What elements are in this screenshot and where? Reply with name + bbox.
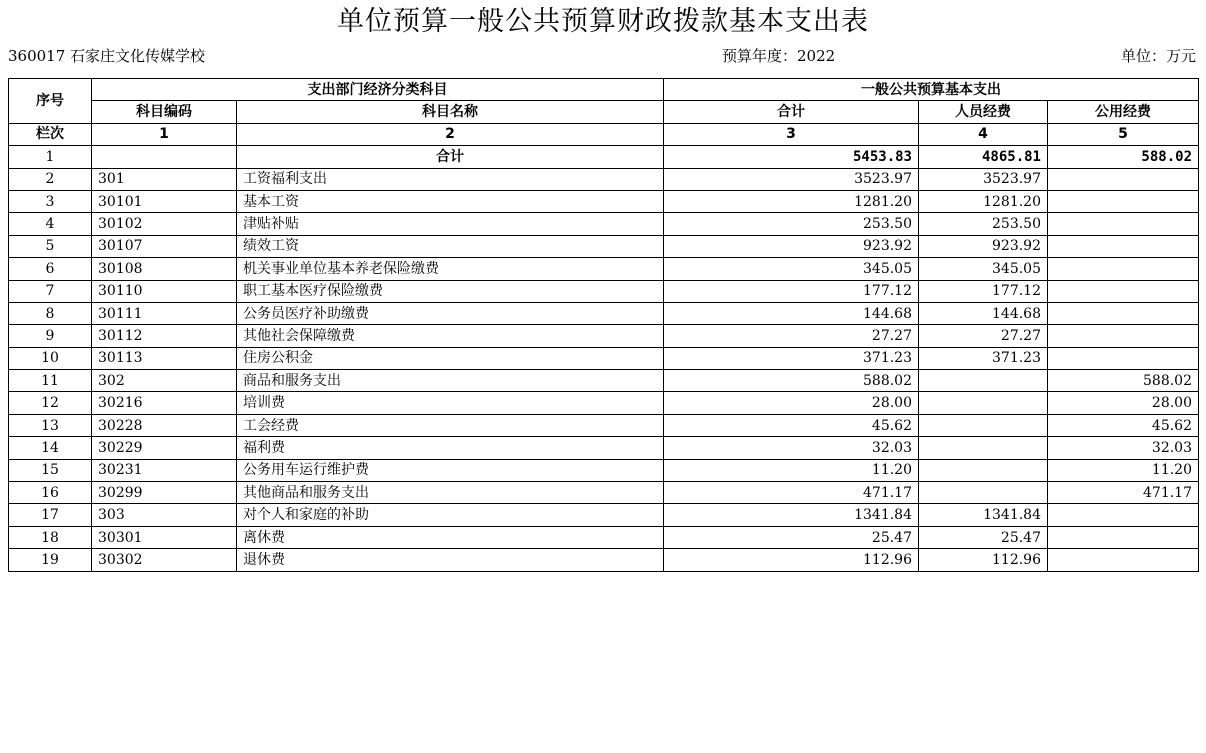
cell-no: 4 — [9, 213, 92, 235]
cell-name: 工资福利支出 — [237, 168, 664, 190]
table-row — [9, 213, 1199, 235]
cell-public: 11.20 — [1048, 459, 1199, 481]
cell-no: 1 — [9, 146, 92, 168]
cell-public: 588.02 — [1048, 146, 1199, 168]
cell-personnel — [919, 392, 1048, 414]
header-total: 合计 — [664, 101, 919, 123]
cell-public: 45.62 — [1048, 414, 1199, 436]
header-row-columns — [9, 101, 1199, 123]
cell-personnel: 4865.81 — [919, 146, 1048, 168]
cell-public — [1048, 526, 1199, 548]
currency-unit: 单位：万元 — [1120, 47, 1196, 65]
cell-public — [1048, 504, 1199, 526]
cell-total: 27.27 — [664, 325, 919, 347]
cell-total: 144.68 — [664, 302, 919, 324]
cell-code: 301 — [92, 168, 237, 190]
total-row — [9, 146, 1199, 168]
cell-personnel — [919, 414, 1048, 436]
cell-code: 30112 — [92, 325, 237, 347]
cell-public — [1048, 549, 1199, 571]
unit-name: 360017 石家庄文化传媒学校 — [8, 47, 206, 65]
header-personnel: 人员经费 — [919, 101, 1048, 123]
cell-name: 津贴补贴 — [237, 213, 664, 235]
cell-personnel: 1281.20 — [919, 190, 1048, 212]
cell-code: 30110 — [92, 280, 237, 302]
cell-no: 8 — [9, 302, 92, 324]
table-row — [9, 549, 1199, 571]
cell-no: 9 — [9, 325, 92, 347]
cell-public — [1048, 280, 1199, 302]
cell-code: 30301 — [92, 526, 237, 548]
cell-no: 18 — [9, 526, 92, 548]
cell-no: 15 — [9, 459, 92, 481]
cell-total: 3523.97 — [664, 168, 919, 190]
cell-total: 1281.20 — [664, 190, 919, 212]
header-col-label: 栏次 — [9, 123, 92, 145]
cell-public — [1048, 168, 1199, 190]
cell-name: 对个人和家庭的补助 — [237, 504, 664, 526]
cell-public — [1048, 347, 1199, 369]
header-budget-group: 一般公共预算基本支出 — [664, 79, 1199, 101]
cell-public: 28.00 — [1048, 392, 1199, 414]
cell-personnel: 923.92 — [919, 235, 1048, 257]
cell-total: 588.02 — [664, 370, 919, 392]
cell-name: 住房公积金 — [237, 347, 664, 369]
cell-personnel: 177.12 — [919, 280, 1048, 302]
cell-name: 工会经费 — [237, 414, 664, 436]
cell-code: 30231 — [92, 459, 237, 481]
cell-no: 16 — [9, 482, 92, 504]
cell-code: 30228 — [92, 414, 237, 436]
table-row — [9, 504, 1199, 526]
cell-personnel — [919, 482, 1048, 504]
cell-public — [1048, 213, 1199, 235]
header-col-2: 2 — [237, 123, 664, 145]
cell-total: 253.50 — [664, 213, 919, 235]
cell-total: 5453.83 — [664, 146, 919, 168]
table-row — [9, 168, 1199, 190]
cell-no: 17 — [9, 504, 92, 526]
table-row — [9, 392, 1199, 414]
table-row — [9, 414, 1199, 436]
header-row-col-index — [9, 123, 1199, 145]
cell-name: 合计 — [237, 146, 664, 168]
cell-code: 30302 — [92, 549, 237, 571]
cell-total: 177.12 — [664, 280, 919, 302]
table-row — [9, 437, 1199, 459]
cell-personnel: 112.96 — [919, 549, 1048, 571]
cell-personnel: 3523.97 — [919, 168, 1048, 190]
cell-total: 28.00 — [664, 392, 919, 414]
table-row — [9, 482, 1199, 504]
cell-total: 112.96 — [664, 549, 919, 571]
cell-public — [1048, 190, 1199, 212]
header-row-group — [9, 79, 1199, 101]
cell-total: 45.62 — [664, 414, 919, 436]
table-row — [9, 190, 1199, 212]
cell-name: 培训费 — [237, 392, 664, 414]
header-col-5: 5 — [1048, 123, 1199, 145]
cell-total: 1341.84 — [664, 504, 919, 526]
cell-name: 公务用车运行维护费 — [237, 459, 664, 481]
cell-personnel: 144.68 — [919, 302, 1048, 324]
cell-public — [1048, 235, 1199, 257]
cell-total: 371.23 — [664, 347, 919, 369]
cell-personnel: 1341.84 — [919, 504, 1048, 526]
cell-personnel: 345.05 — [919, 258, 1048, 280]
cell-public: 471.17 — [1048, 482, 1199, 504]
cell-total: 345.05 — [664, 258, 919, 280]
cell-name: 其他社会保障缴费 — [237, 325, 664, 347]
cell-personnel — [919, 437, 1048, 459]
cell-no: 19 — [9, 549, 92, 571]
cell-personnel: 25.47 — [919, 526, 1048, 548]
page-title: 单位预算一般公共预算财政拨款基本支出表 — [337, 6, 869, 37]
cell-personnel — [919, 459, 1048, 481]
cell-personnel: 27.27 — [919, 325, 1048, 347]
cell-code: 30216 — [92, 392, 237, 414]
cell-code: 303 — [92, 504, 237, 526]
header-dept-group: 支出部门经济分类科目 — [92, 79, 664, 101]
cell-code: 30108 — [92, 258, 237, 280]
cell-name: 离休费 — [237, 526, 664, 548]
cell-name: 基本工资 — [237, 190, 664, 212]
cell-no: 2 — [9, 168, 92, 190]
cell-no: 6 — [9, 258, 92, 280]
header-col-3: 3 — [664, 123, 919, 145]
cell-code: 30101 — [92, 190, 237, 212]
cell-code: 30299 — [92, 482, 237, 504]
cell-personnel: 371.23 — [919, 347, 1048, 369]
cell-name: 职工基本医疗保险缴费 — [237, 280, 664, 302]
cell-no: 12 — [9, 392, 92, 414]
expenditure-table — [8, 78, 1199, 572]
table-row — [9, 526, 1199, 548]
cell-name: 机关事业单位基本养老保险缴费 — [237, 258, 664, 280]
cell-code: 30107 — [92, 235, 237, 257]
cell-code: 30102 — [92, 213, 237, 235]
table-row — [9, 302, 1199, 324]
header-col-4: 4 — [919, 123, 1048, 145]
cell-name: 退休费 — [237, 549, 664, 571]
table-row — [9, 325, 1199, 347]
cell-total: 923.92 — [664, 235, 919, 257]
cell-code: 30111 — [92, 302, 237, 324]
cell-code — [92, 146, 237, 168]
cell-code: 30113 — [92, 347, 237, 369]
header-col-1: 1 — [92, 123, 237, 145]
cell-name: 公务员医疗补助缴费 — [237, 302, 664, 324]
header-code: 科目编码 — [92, 101, 237, 123]
cell-public: 588.02 — [1048, 370, 1199, 392]
cell-no: 10 — [9, 347, 92, 369]
cell-name: 福利费 — [237, 437, 664, 459]
cell-public: 32.03 — [1048, 437, 1199, 459]
cell-no: 13 — [9, 414, 92, 436]
table-row — [9, 347, 1199, 369]
table-row — [9, 258, 1199, 280]
cell-code: 30229 — [92, 437, 237, 459]
cell-personnel — [919, 370, 1048, 392]
header-public: 公用经费 — [1048, 101, 1199, 123]
cell-personnel: 253.50 — [919, 213, 1048, 235]
header-seq: 序号 — [9, 79, 92, 124]
cell-code: 302 — [92, 370, 237, 392]
cell-total: 25.47 — [664, 526, 919, 548]
cell-name: 其他商品和服务支出 — [237, 482, 664, 504]
cell-total: 471.17 — [664, 482, 919, 504]
table-row — [9, 459, 1199, 481]
header-name: 科目名称 — [237, 101, 664, 123]
cell-no: 3 — [9, 190, 92, 212]
cell-public — [1048, 325, 1199, 347]
cell-public — [1048, 302, 1199, 324]
cell-no: 11 — [9, 370, 92, 392]
cell-total: 11.20 — [664, 459, 919, 481]
cell-total: 32.03 — [664, 437, 919, 459]
table-row — [9, 235, 1199, 257]
cell-no: 14 — [9, 437, 92, 459]
cell-name: 商品和服务支出 — [237, 370, 664, 392]
table-row — [9, 280, 1199, 302]
cell-no: 7 — [9, 280, 92, 302]
cell-public — [1048, 258, 1199, 280]
cell-name: 绩效工资 — [237, 235, 664, 257]
table-row — [9, 370, 1199, 392]
budget-year: 预算年度：2022 — [722, 47, 836, 65]
cell-no: 5 — [9, 235, 92, 257]
